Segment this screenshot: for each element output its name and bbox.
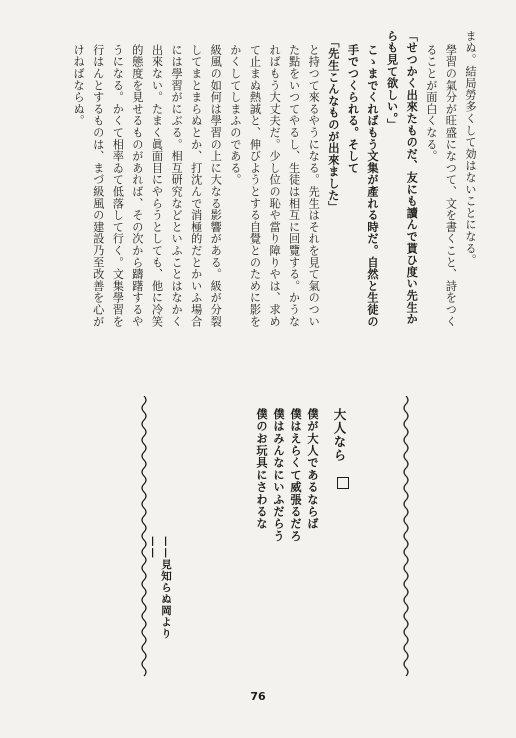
- prose-quote-1: 「せつかく出來たものだ、友にも讀んで貰ひ度い先生からも見て欲しい。」: [385, 30, 420, 325]
- wavy-rule-right: [402, 396, 410, 678]
- poem-line-1: 僕が大人であるならば: [306, 408, 320, 530]
- prose-quote-2: 「先生こんなものが出來ました」: [326, 36, 341, 213]
- prose-paragraph-2: 學習の氣分が旺盛になつて、文を書くこと、詩をつくることが面白くなる。: [424, 44, 458, 328]
- poem-title: 大人なら: [332, 408, 347, 462]
- prose-paragraph-5: 級風の如何は學習の上に大なる影響がある。級が分裂してまとまらぬとか、打沈んで消極的だとかいふ場合には學習がにぶる。相互研究などといふことはなかく出來ない。たまく眞面目にやらうとしても、他に冷笑的態度を見せるものがあれば、その次から躊躇するやうになる。かくて相率ゐて低落して行く。文集學習を行はんとするものは、まづ級風の建設乃至改善を心がけねばならぬ。: [72, 44, 223, 328]
- page-number: 76: [250, 690, 266, 703]
- poem-line-2: 僕はえらくて威張るだろ: [289, 408, 303, 543]
- poem-line-4: 僕のお玩具にさわるな: [255, 408, 269, 530]
- prose-paragraph-3: こゝまでくればもう文集が產れる時だ。自然と生徒の手でつくられる。そして: [346, 44, 381, 328]
- wavy-rule-right-svg: [402, 396, 410, 678]
- poem-line-3: 僕はみんなにいふだらう: [272, 408, 286, 543]
- poem-block: [206, 408, 348, 586]
- prose-text-block: [40, 30, 480, 330]
- prose-paragraph-1: まぬ。結局勞多くして効はないことになる。: [464, 30, 477, 266]
- prose-paragraph-4: と持つて來るやうになる。先生はそれを見て氣のついた點をいつてやるし、生徒は相互に回覽する。かうなればもう大丈夫だ。少し位の恥や當り障りやは、求めて止まぬ熱誠と、伸びようとする自覺とのために影をかくしてしまふのである。: [228, 44, 321, 328]
- poem-source: ——見知らぬ岡より——: [147, 536, 172, 640]
